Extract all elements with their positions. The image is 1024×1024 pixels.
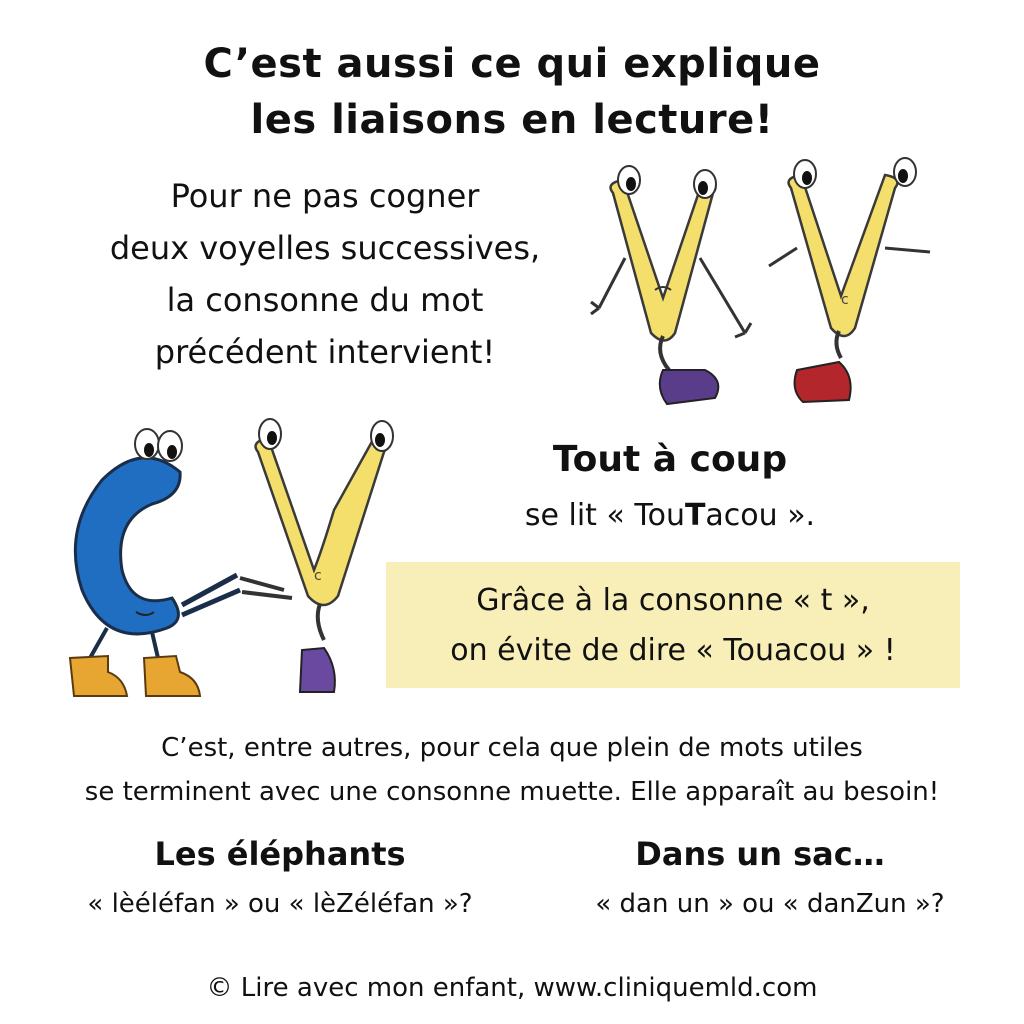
footer-credit: © Lire avec mon enfant, www.cliniquemld.com: [206, 973, 818, 1003]
highlight-line-1: Grâce à la consonne « t »,: [476, 583, 870, 618]
intro-line-2: deux voyelles successives,: [109, 229, 541, 267]
example-1-title: Les éléphants: [154, 835, 406, 873]
highlight-box: [386, 562, 960, 688]
consonant-vowel-illustration: [52, 400, 412, 700]
example-1-choices: « lèéléfan » ou « lèZéléfan »?: [87, 889, 473, 919]
vowel-character-center: [240, 419, 393, 692]
example-reading: [440, 494, 900, 538]
explanation-line-1: C’est, entre autres, pour cela que plein de mots utiles: [161, 733, 863, 763]
intro-paragraph: [60, 170, 590, 378]
example-title: Tout à coup: [552, 439, 788, 480]
intro-line-4: précédent intervient!: [154, 333, 496, 371]
page-title: [0, 36, 1024, 148]
vowel-mark: c: [841, 292, 849, 308]
explanation-line-2: se terminent avec une consonne muette. Elle apparaît au besoin!: [84, 777, 940, 807]
reading-suffix: acou ».: [705, 498, 816, 533]
intro-line-3: la consonne du mot: [166, 281, 484, 319]
vowel-character-right: [769, 158, 930, 402]
vowel-center-mark: c: [314, 568, 322, 584]
reading-prefix: se lit « Tou: [524, 498, 685, 533]
title-line-1: C’est aussi ce qui explique: [203, 41, 821, 87]
consonant-character: [70, 429, 240, 696]
intro-line-1: Pour ne pas cogner: [170, 177, 480, 215]
example-2-choices: « dan un » ou « danZun »?: [595, 889, 945, 919]
reading-liaison-letter: T: [684, 498, 706, 533]
highlight-line-2: on évite de dire « Touacou » !: [450, 633, 896, 668]
explanation-paragraph: [0, 726, 1024, 814]
two-vowels-illustration: [585, 148, 945, 418]
example-2-title: Dans un sac…: [635, 835, 885, 873]
vowel-character-left: [591, 166, 751, 404]
title-line-2: les liaisons en lecture!: [250, 97, 774, 143]
